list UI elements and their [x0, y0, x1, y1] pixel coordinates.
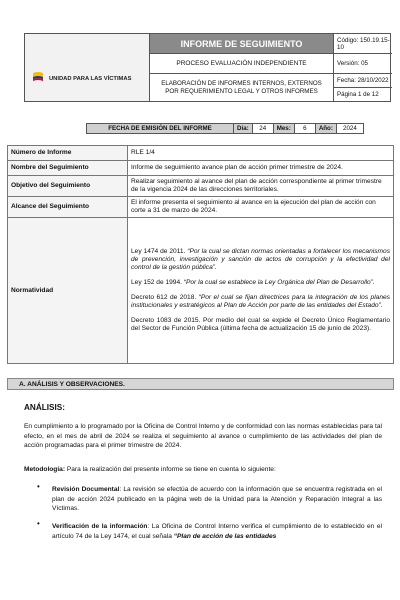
objective-label: Objetivo del Seguimiento: [8, 176, 128, 197]
analysis-title: ANÁLISIS:: [24, 403, 65, 412]
month-label: Mes:: [273, 124, 294, 134]
report-info-table: [7, 145, 394, 364]
table-row: [8, 197, 394, 218]
name-label: Nombre del Seguimiento: [8, 161, 128, 176]
table-row: [8, 146, 394, 161]
table-row: [8, 161, 394, 176]
norm-label: Normatividad: [8, 218, 128, 364]
bullet-item: Revisión Documental: La revisión se efectúa de acuerdo con la información que se encuentra registrada en el plan de acción 2024 publicado en la página web de la Unidad para la Atención y Reparación Integral a las Víctimas.: [52, 486, 382, 513]
doc-page: Página 1 de 12: [333, 88, 392, 101]
doc-version: Versión: 05: [333, 54, 392, 74]
methodology-label: Metodología:: [24, 466, 66, 473]
norm-item: Ley 1474 de 2011. “Por la cual se dictan normas orientadas a fortalecer los mecanismos de prevención, investigación y sanción de actos de corrupción y la efectividad del control de la gestión pública”.: [131, 248, 390, 271]
norm-item: Decreto 1083 de 2015. Por medio del cual se expide el Decreto Único Reglamentario del Sector de Función Pública (última fecha de actualización 15 de junio de 2023).: [131, 317, 390, 332]
methodology-paragraph: Metodología: Para la realización del presente informe se tiene en cuenta lo siguiente:: [24, 466, 276, 473]
norm-item: Decreto 612 de 2018. “Por el cual se fijan directrices para la integración de los planes institucionales y estratégicos al Plan de Acción por parte de las entidades del Estado”.: [131, 294, 390, 309]
norm-list: [128, 218, 394, 364]
bullet-icon: •: [37, 519, 40, 528]
logo-cell: [25, 34, 150, 101]
report-title: INFORME DE SEGUIMIENTO: [150, 34, 333, 54]
elaboration-text: ELABORACIÓN DE INFORMES INTERNOS, EXTERNOS POR REQUERIMIENTO LEGAL Y OTROS INFORMES: [161, 80, 322, 95]
scope-label: Alcance del Seguimiento: [8, 197, 128, 218]
month-value: 6: [294, 124, 315, 134]
name-value: Informe de seguimiento avance plan de acción primer trimestre de 2024.: [128, 161, 394, 176]
year-value: 2024: [336, 124, 363, 134]
number-label: Número de Informe: [8, 146, 128, 161]
year-label: Año:: [315, 124, 336, 134]
scope-value: El informe presenta el seguimiento al avance en la ejecución del plan de acción con corte a 31 de marzo de 2024.: [128, 197, 394, 218]
intro-paragraph: En cumplimiento a lo programado por la Oficina de Control Interno y de conformidad con las normas establecidas para tal efecto, en el mes de abril de 2024 se realiza el seguimiento al avance o cumplimiento de las actividades del plan de acción programadas para el primer trimestre de 2024.: [24, 423, 382, 450]
objective-value: Realizar seguimiento al avance del plan de acción correspondiente al primer trimestre de la vigencia 2024 de las direcciones territoriales.: [128, 176, 394, 197]
emission-date-row: [86, 123, 364, 134]
doc-code: Código: 150.19.15-10: [333, 34, 392, 54]
table-row: [8, 176, 394, 197]
table-row: [8, 218, 394, 364]
bullet-icon: •: [37, 482, 40, 491]
day-value: 24: [252, 124, 273, 134]
doc-date: Fecha: 28/10/2022: [333, 74, 392, 88]
process-name: PROCESO EVALUACIÓN INDEPENDIENTE: [150, 54, 333, 74]
document-header: [24, 33, 391, 102]
section-heading: A. ANÁLISIS Y OBSERVACIONES.: [7, 378, 394, 390]
norm-item: Ley 152 de 1994. “Por la cual se establece la Ley Orgánica del Plan de Desarrollo”.: [131, 279, 375, 286]
number-value: RLE 1/4: [128, 146, 394, 161]
org-name: UNIDAD PARA LAS VÍCTIMAS: [49, 76, 132, 82]
emission-label: FECHA DE EMISIÓN DEL INFORME: [87, 124, 234, 134]
day-label: Día:: [234, 124, 253, 134]
bullet-item: Verificación de la información: La Oficina de Control Interno verifica el cumplimiento de lo establecido en el artículo 74 de la Ley 1474, el cual señala “Plan de acción de las entidades: [52, 523, 382, 540]
colombia-flag-logo-icon: [31, 71, 45, 83]
